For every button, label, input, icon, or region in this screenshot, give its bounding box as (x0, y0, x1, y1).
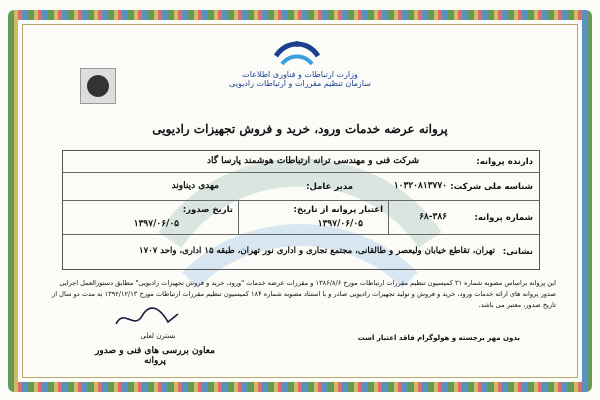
address-value: تهران، تقاطع خیابان ولیعصر و طالقانی، مجتمع تجاری و اداری نور تهران، طبقه ۱۵ اداری، واحد ۱۷۰۷ (139, 246, 495, 256)
cell-divider (238, 201, 239, 234)
ceo-label: مدیر عامل: (306, 182, 353, 192)
license-terms-text: این پروانه براساس مصوبه شماره ۳۱ کمیسیون تنظیم مقررات ارتباطات مورخ ۱۳۸۶/۸/۶ و مقررات عرضه خدمات "ورود، خرید و فروش تجهیزات رادیویی" مطابق دستورالعمل اجرایی صدور پروانه های ارائه خدمات ورود، خرید و فروش و تولید تجهیزات رادیویی صادر و با استناد مصوبه شماره ۱۸۴ کمیسیون تنظیم مقررات ارتباطات مورخ ۱۳۹۲/۱۲/۱۳ به مدت دو سال از تاریخ صدور، معتبر می باشد. (52, 279, 556, 309)
valid-from-label: اعتبار پروانه از تاریخ: (293, 205, 383, 215)
hologram-seal (80, 68, 116, 104)
holder-label: دارنده پروانه: (476, 157, 533, 167)
hologram-emblem-icon (87, 75, 109, 97)
holder-value: شرکت فنی و مهندسی ترانه ارتباطات هوشمند پارسا گاد (207, 156, 419, 166)
license-row (63, 201, 539, 235)
signature-mark-icon (112, 304, 182, 332)
cra-logo-icon (272, 34, 322, 70)
license-number-label: شماره پروانه: (474, 213, 533, 223)
license-number-value: ۶۸-۳۸۶ (419, 212, 447, 222)
national-id-value: ۱۰۳۲۰۸۱۳۷۷۰ (393, 181, 447, 191)
organization-header (190, 70, 410, 88)
certificate-title: پروانه عرضه خدمات ورود، خرید و فروش تجهیزات رادیویی (152, 122, 448, 136)
validity-note: بدون مهر برجسته و هولوگرام فاقد اعتبار است (357, 334, 520, 342)
holder-row (63, 151, 539, 173)
national-id-label: شناسه ملی شرکت: (450, 182, 533, 192)
license-info-table (62, 150, 540, 270)
national-id-row (63, 173, 539, 201)
address-label: نشانی: (502, 247, 533, 257)
ceo-value: مهدی دیناوند (171, 181, 219, 191)
cell-divider (388, 201, 389, 234)
regulator-name: سازمان تنظیم مقررات و ارتباطات رادیویی (229, 79, 371, 88)
signatory-name: نسترن لعلی (140, 332, 176, 340)
address-row (63, 235, 539, 269)
valid-from-value: ۱۳۹۷/۰۶/۰۵ (317, 219, 363, 229)
signatory-title: معاون بررسی های فنی و صدور پروانه (95, 346, 215, 366)
issue-date-label: تاریخ صدور: (182, 205, 233, 215)
issue-date-value: ۱۳۹۷/۰۶/۰۵ (133, 219, 179, 229)
ministry-name: وزارت ارتباطات و فناوری اطلاعات (242, 70, 358, 79)
